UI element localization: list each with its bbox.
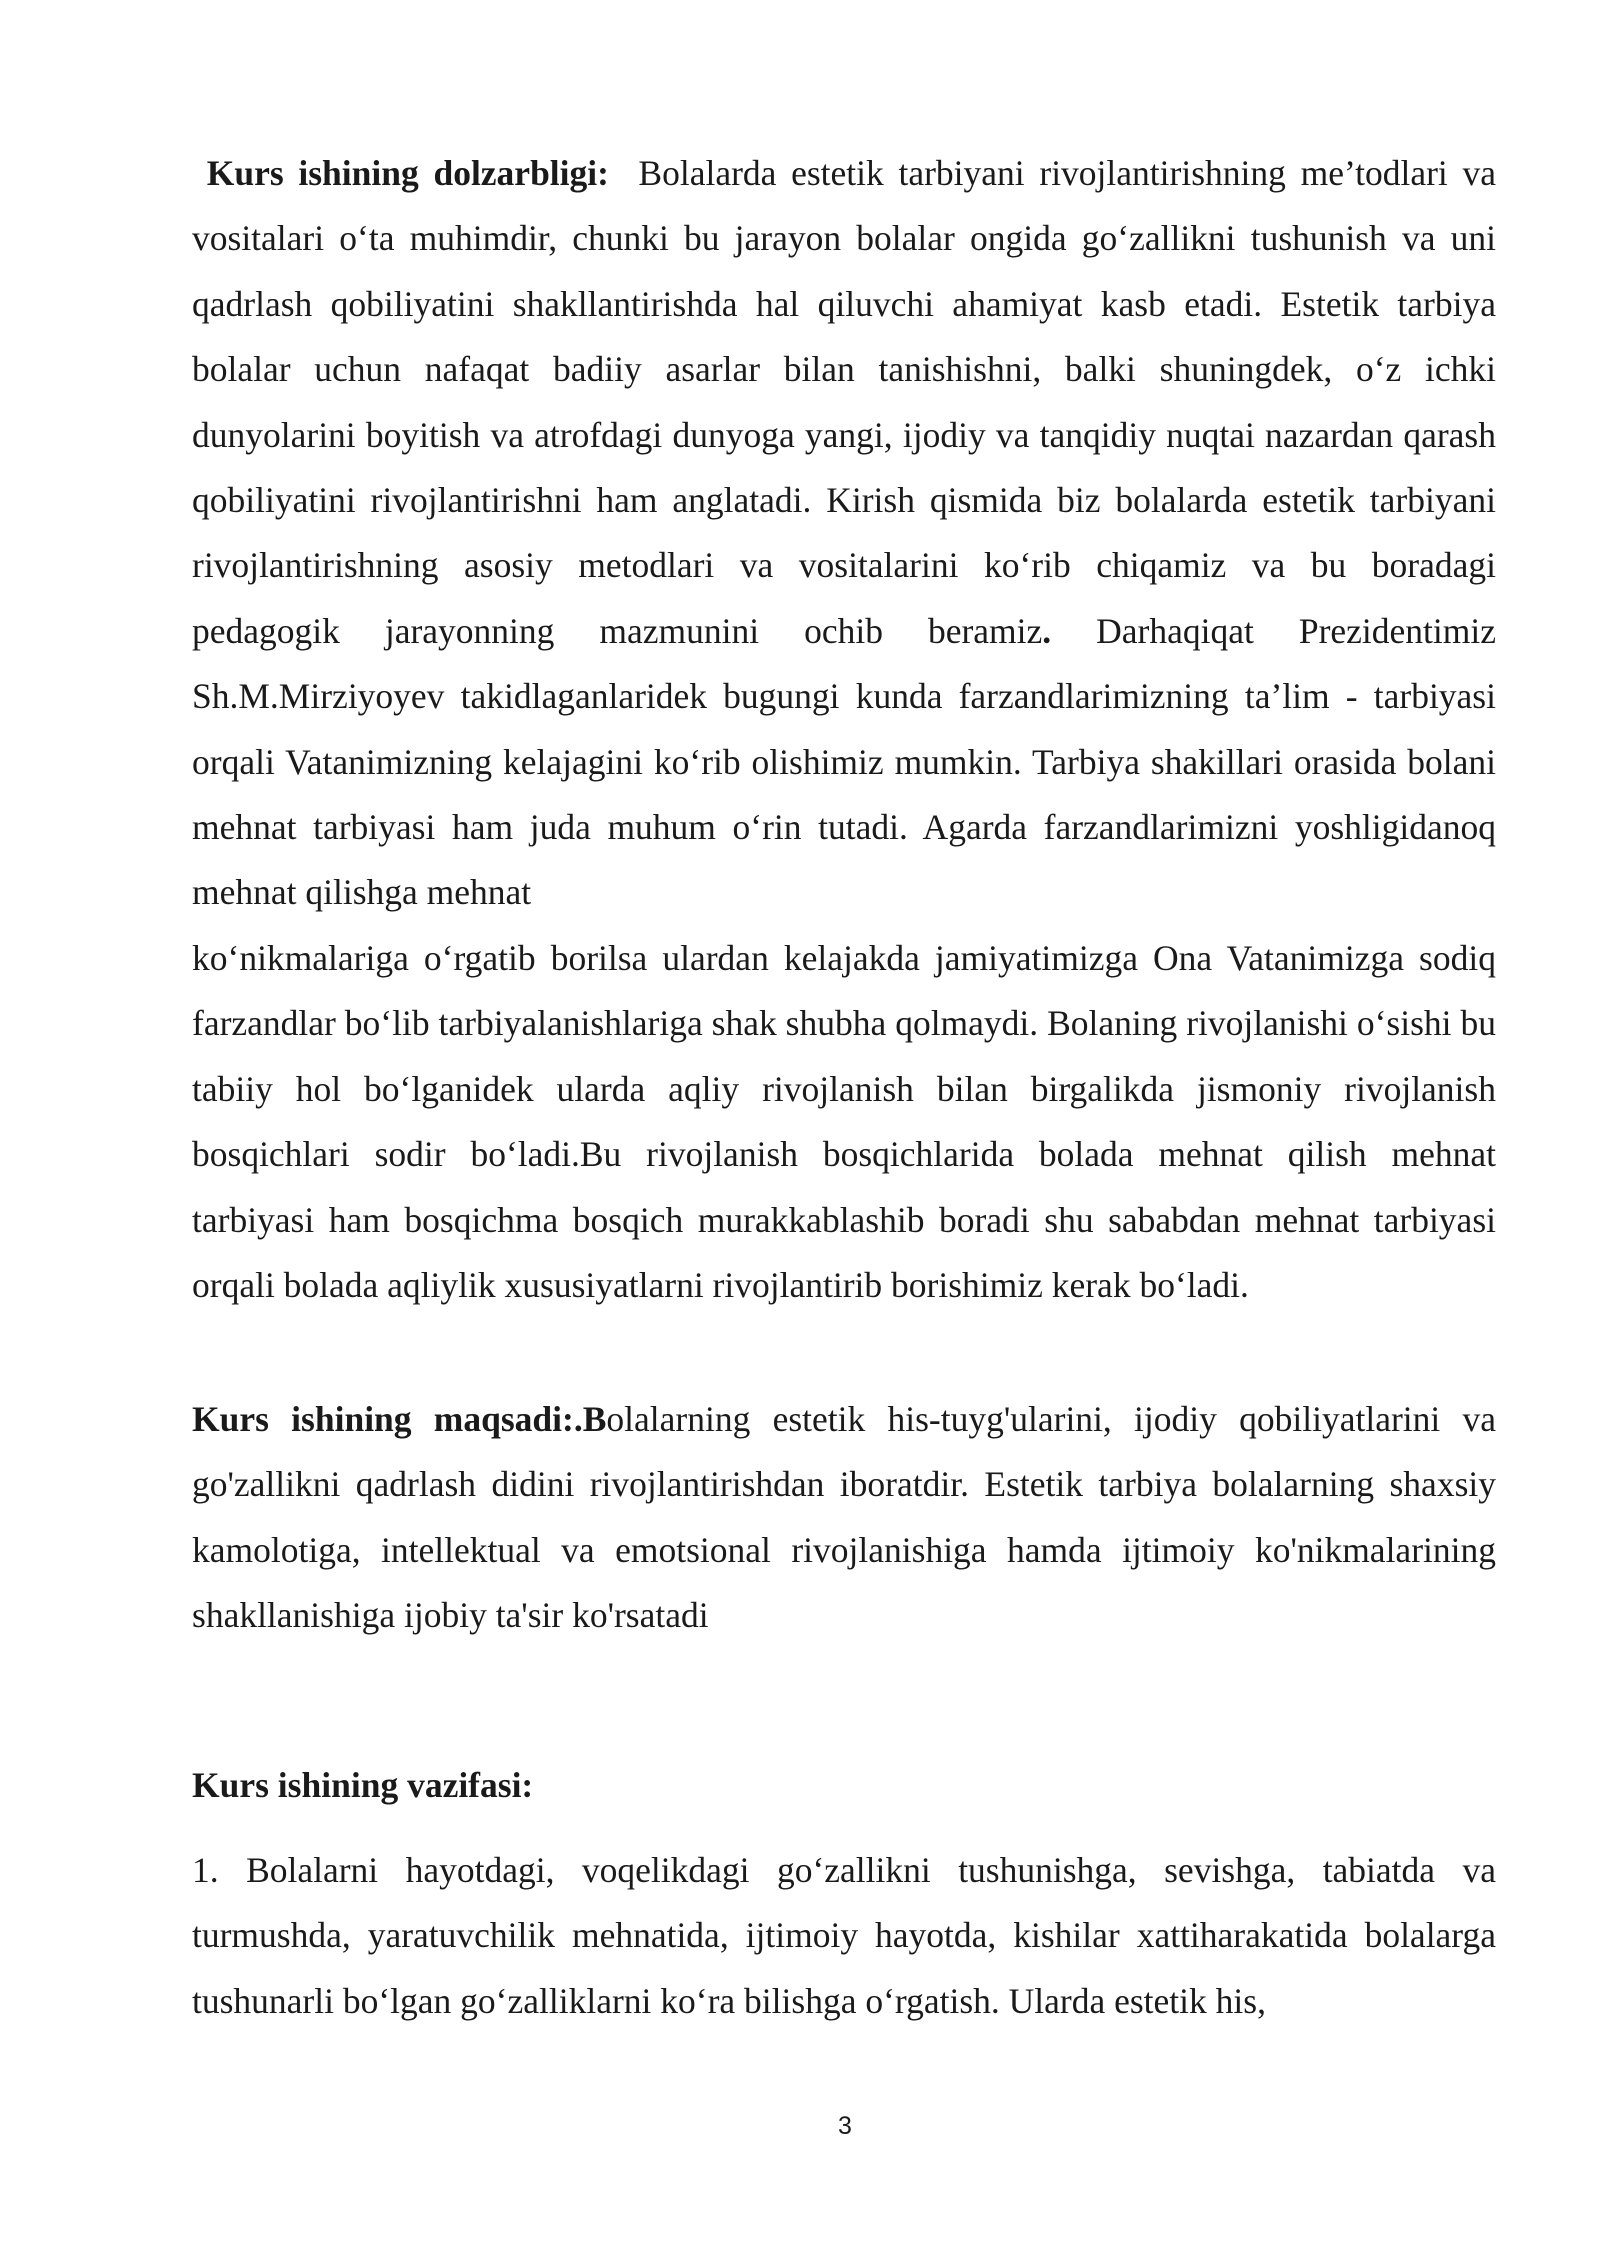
relevance-bold-dot: . <box>1042 610 1052 651</box>
goal-heading: Kurs ishining maqsadi <box>192 1399 563 1439</box>
relevance-paragraph-continued: ko‘nikmalariga o‘rgatib borilsa ulardan kelajakda jamiyatimizga Ona Vatanimizga sodiq farzandlar bo‘lib tarbiyalanishlariga shak shubha qolmaydi. Bolaning rivojlanishi o‘sishi bu tabiiy hol bo‘lganidek ularda aqliy rivojlanish bilan birgalikda jismoniy rivojlanish bosqichlari sodir bo‘ladi.Bu rivojlanish bosqichlarida bolada mehnat qilish mehnat tarbiyasi ham bosqichma bosqich murakkablashib boradi shu sababdan mehnat tarbiyasi orqali bolada aqliylik xususiyatlarni rivojlantirib borishimiz kerak bo‘ladi. <box>192 937 1496 1305</box>
goal-paragraph <box>192 1387 1496 1649</box>
goal-text: olalarning estetik his-tuyg'ularini, ijodiy qobiliyatlarini va go'zallikni qadrlash didini rivojlantirishdan iboratdir. Estetik tarbiya bolalarning shaxsiy kamolotiga, intellektual va emotsional rivojlanishiga hamda ijtimoiy ko'nikmalarining shakllanishiga ijobiy ta'sir ko'rsatadi <box>192 1399 1496 1636</box>
relevance-paragraph <box>192 141 1496 926</box>
task-item-1: 1. Bolalarni hayotdagi, voqelikdagi go‘zallikni tushunishga, sevishga, tabiatda va turmushda, yaratuvchilik mehnatida, ijtimoiy hayotda, kishilar xattiharakatida bolalarga tushunarli bo‘lgan go‘zalliklarni ko‘ra bilishga o‘rgatish. Ularda estetik his, <box>192 1850 1496 2021</box>
relevance-text-1: Bolalarda estetik tarbiyani rivojlantirishning me’todlari va vositalari o‘ta muhimdir, chunki bu jarayon bolalar ongida go‘zallikni tushunish va uni qadrlash qobiliyatini shakllantirishda hal qiluvchi ahamiyat kasb etadi. Estetik tarbiya bolalar uchun nafaqat badiiy asarlar bilan tanishishni, balki shuningdek, o‘z ichki dunyolarini boyitish va atrofdagi dunyoga yangi, ijodiy va tanqidiy nuqtai nazardan qarash qobiliyatini rivojlantirishni ham anglatadi. Kirish qismida biz bolalarda estetik tarbiyani rivojlantirishning asosiy metodlari va vositalarini ko‘rib chiqamiz va bu boradagi pedagogik jarayonning mazmunini ochib beramiz <box>192 153 1497 651</box>
relevance-section <box>192 141 1496 1318</box>
goal-heading-tail: :.B <box>562 1399 607 1439</box>
page-number: 3 <box>838 2112 852 2140</box>
tasks-heading: Kurs ishining vazifasi: <box>192 1765 534 1805</box>
goal-section <box>192 1387 1496 1649</box>
relevance-text-2: Darhaqiqat Prezidentimiz Sh.M.Mirziyoyev takidlaganlaridek bugungi kunda farzandlarimizning ta’lim - tarbiyasi orqali Vatanimizning kelajagini ko‘rib olishimiz mumkin. Tarbiya shakillari orasida bolani mehnat tarbiyasi ham juda muhum o‘rin tutadi. Agarda farzandlarimizni yoshligidanoq mehnat qilishga mehnat <box>192 610 1496 913</box>
relevance-heading: Kurs ishining dolzarbligi: <box>206 153 609 193</box>
tasks-section <box>192 1838 1496 2034</box>
